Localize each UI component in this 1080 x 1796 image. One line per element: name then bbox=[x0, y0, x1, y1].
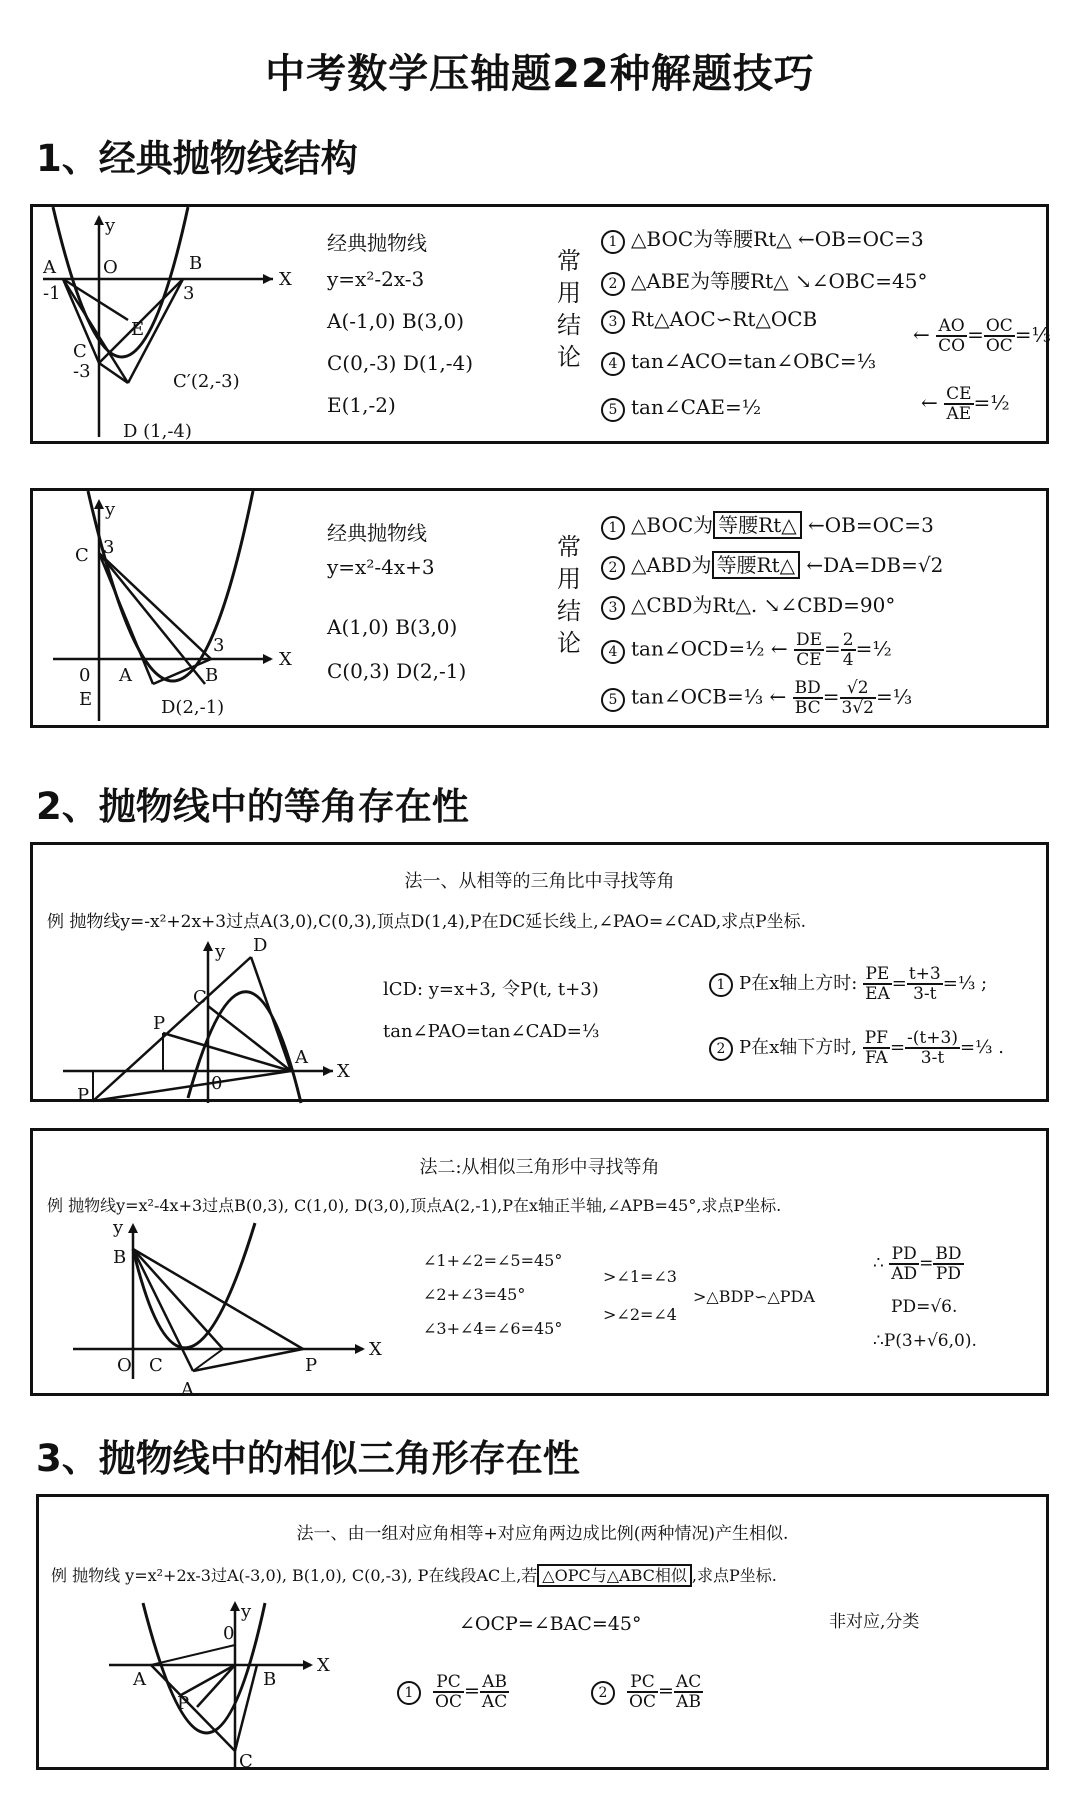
point-a-label: A bbox=[119, 665, 132, 686]
point-d-label: D(2,-1) bbox=[161, 697, 225, 718]
points-line-1: A(1,0) B(3,0) bbox=[327, 615, 458, 639]
origin-label: 0 bbox=[211, 1073, 223, 1094]
tan-equation: tan∠PAO=tan∠CAD=⅓ bbox=[383, 1021, 600, 1042]
result-5: 5 tan∠CAE=½ bbox=[601, 395, 761, 422]
equal-angle-method-1-box bbox=[30, 842, 1049, 1106]
x-axis-label: X bbox=[317, 1655, 330, 1676]
ratio-ao-co: ← $\frac{AO}{CO}$ = $\frac{OC}{OC}$ =⅓ bbox=[913, 316, 1051, 356]
classic-parabola-box-1 bbox=[30, 204, 1049, 444]
point-a-label: A bbox=[181, 1379, 194, 1400]
point-c-label: C bbox=[239, 1751, 253, 1772]
case-below: 2 P在x轴下方时, $\frac{PF}{FA}$ = $\frac{-(t+3)}{3-t}$ =⅓ . bbox=[709, 1029, 1004, 1067]
tick-three: 3 bbox=[183, 283, 195, 304]
page-title: 中考数学压轴题22种解题技巧 bbox=[265, 51, 815, 97]
method-title: 法一、由一组对应角相等+对应角两边成比例(两种情况)产生相似. bbox=[296, 1524, 789, 1544]
angle-eq-2: ∠2+∠3=45° bbox=[423, 1285, 526, 1304]
section-heading-2: 2、抛物线中的等角存在性 bbox=[36, 785, 469, 828]
points-line-1: A(-1,0) B(3,0) bbox=[327, 309, 465, 333]
line-cd-equation: lCD: y=x+3, 令P(t, t+3) bbox=[383, 979, 599, 1000]
point-e-label: E bbox=[131, 319, 145, 340]
points-line-2: C(0,3) D(2,-1) bbox=[327, 659, 467, 683]
similar-triangle-box bbox=[36, 1494, 1049, 1770]
x-axis-label: X bbox=[369, 1339, 382, 1360]
side-label-common-results: 常 用 结 论 bbox=[557, 247, 581, 371]
similar-case-2: 2 $\frac{PC}{OC}$ = $\frac{AC}{AB}$ bbox=[591, 1673, 703, 1711]
point-c-label: C bbox=[75, 545, 89, 566]
y-axis-label: y bbox=[113, 1217, 124, 1238]
parabola-name: 经典抛物线 bbox=[327, 521, 427, 545]
parabola-name: 经典抛物线 bbox=[327, 231, 427, 255]
point-a-label: A bbox=[295, 1047, 308, 1068]
parabola-graph-2 bbox=[33, 491, 333, 731]
example-statement: 例 抛物线y=x²-4x+3过点B(0,3), C(1,0), D(3,0),顶点A(2,-1),P在x轴正半轴,∠APB=45°,求点P坐标. bbox=[47, 1196, 782, 1215]
point-c-label: C bbox=[193, 987, 207, 1008]
ratio-pd-ad: ∴ $\frac{PD}{AD}$ = $\frac{BD}{PD}$ bbox=[873, 1244, 962, 1284]
tick-three-x: 3 bbox=[213, 635, 225, 656]
example-statement: 例 抛物线 y=x²+2x-3过A(-3,0), B(1,0), C(0,-3), P在线段AC上,若 △OPC与△ABC相似 ,求点P坐标. bbox=[51, 1566, 777, 1585]
point-p-lower-label: P bbox=[77, 1085, 90, 1106]
x-axis-label: X bbox=[279, 269, 292, 290]
point-d-label: D bbox=[253, 935, 268, 956]
similar-triangle-graph bbox=[39, 1593, 339, 1773]
section-heading-1: 1、经典抛物线结构 bbox=[36, 137, 358, 180]
parabola-equation: y=x²-4x+3 bbox=[327, 555, 435, 579]
point-c-label: C bbox=[149, 1355, 163, 1376]
tick-minus-one: -1 bbox=[43, 283, 61, 304]
y-axis-label: y bbox=[105, 499, 116, 520]
result-3: 3 △CBD为Rt△. ↘∠CBD=90° bbox=[601, 589, 895, 620]
angle-mid-1: >∠1=∠3 bbox=[603, 1267, 677, 1286]
point-b-label: B bbox=[189, 253, 203, 274]
points-line-3: E(1,-2) bbox=[327, 393, 396, 417]
equal-angle-method-2-box bbox=[30, 1128, 1049, 1400]
parabola-graph-1 bbox=[33, 207, 333, 447]
p-coordinates: ∴P(3+√6,0). bbox=[873, 1331, 977, 1351]
equal-angle-graph-1 bbox=[33, 933, 350, 1106]
method-2-title: 法二:从相似三角形中寻找等角 bbox=[419, 1157, 660, 1178]
section-heading-3: 3、抛物线中的相似三角形存在性 bbox=[36, 1437, 580, 1480]
example-statement: 例 抛物线y=-x²+2x+3过点A(3,0),C(0,3),顶点D(1,4),P在DC延长线上,∠PAO=∠CAD,求点P坐标. bbox=[47, 912, 806, 932]
tick-minus-three: -3 bbox=[73, 361, 91, 382]
point-a-label: A bbox=[43, 257, 56, 278]
result-4: 4 tan∠ACO=tan∠OBC=⅓ bbox=[601, 349, 876, 376]
result-5: 5 tan∠OCB=⅓ ← $\frac{BD}{BC}$ = $\frac{√2}{3√2}$ =⅓ bbox=[601, 679, 912, 717]
origin-label: O bbox=[103, 257, 118, 278]
angle-eq-3: ∠3+∠4=∠6=45° bbox=[423, 1319, 563, 1338]
point-e-label: E bbox=[79, 689, 93, 710]
side-label-common-results: 常 用 结 论 bbox=[557, 533, 581, 657]
point-b-label: B bbox=[263, 1669, 277, 1690]
case-above: 1 P在x轴上方时: $\frac{PE}{EA}$ = $\frac{t+3}{3-t}$ =⅓ ; bbox=[709, 965, 987, 1003]
result-2: 2 △ABE为等腰Rt△ ↘∠OBC=45° bbox=[601, 265, 927, 296]
point-b-label: B bbox=[113, 1247, 127, 1268]
classic-parabola-box-2 bbox=[30, 488, 1049, 728]
x-axis-label: X bbox=[279, 649, 292, 670]
point-b-label: B bbox=[205, 665, 219, 686]
result-4: 4 tan∠OCD=½ ← $\frac{DE}{CE}$ = $\frac{2}{4}$ =½ bbox=[601, 631, 892, 669]
non-correspondence-note: 非对应,分类 bbox=[829, 1612, 920, 1632]
point-p-label: P bbox=[153, 1013, 166, 1034]
origin-label: O bbox=[117, 1355, 132, 1376]
y-axis-label: y bbox=[105, 215, 116, 236]
pd-value: PD=√6. bbox=[891, 1297, 958, 1317]
angle-mid-2: >∠2=∠4 bbox=[603, 1305, 677, 1324]
y-axis-label: y bbox=[215, 941, 226, 962]
method-1-title: 法一、从相等的三角比中寻找等角 bbox=[404, 871, 675, 892]
similar-conclusion: >△BDP∽△PDA bbox=[693, 1287, 815, 1306]
point-c-label: C bbox=[73, 341, 87, 362]
ratio-ce-ae: ← $\frac{CE}{AE}$ =½ bbox=[921, 384, 1010, 424]
points-line-2: C(0,-3) D(1,-4) bbox=[327, 351, 474, 375]
result-1: 1 △BOC为 等腰Rt△ ←OB=OC=3 bbox=[601, 509, 934, 540]
point-c-prime-label: C′(2,-3) bbox=[173, 371, 240, 392]
similar-case-1: 1 $\frac{PC}{OC}$ = $\frac{AB}{AC}$ bbox=[397, 1673, 509, 1711]
point-a-label: A bbox=[133, 1669, 146, 1690]
origin-label: 0 bbox=[79, 665, 91, 686]
parabola-equation: y=x²-2x-3 bbox=[327, 267, 425, 291]
angle-eq-1: ∠1+∠2=∠5=45° bbox=[423, 1251, 563, 1270]
y-axis-label: y bbox=[241, 1601, 252, 1622]
result-3: 3 Rt△AOC∽Rt△OCB bbox=[601, 307, 817, 334]
point-d-label: D (1,-4) bbox=[123, 421, 192, 442]
origin-label: 0 bbox=[223, 1623, 235, 1644]
x-axis-label: X bbox=[337, 1061, 350, 1082]
point-p-label: P bbox=[305, 1355, 318, 1376]
result-2: 2 △ABD为 等腰Rt△ ←DA=DB=√2 bbox=[601, 549, 943, 580]
tick-three: 3 bbox=[103, 537, 115, 558]
equal-angle-graph-2 bbox=[33, 1217, 382, 1400]
result-1: 1 △BOC为等腰Rt△ ←OB=OC=3 bbox=[601, 223, 924, 254]
point-p-label: P bbox=[177, 1693, 190, 1714]
angle-equality: ∠OCP=∠BAC=45° bbox=[459, 1613, 642, 1635]
